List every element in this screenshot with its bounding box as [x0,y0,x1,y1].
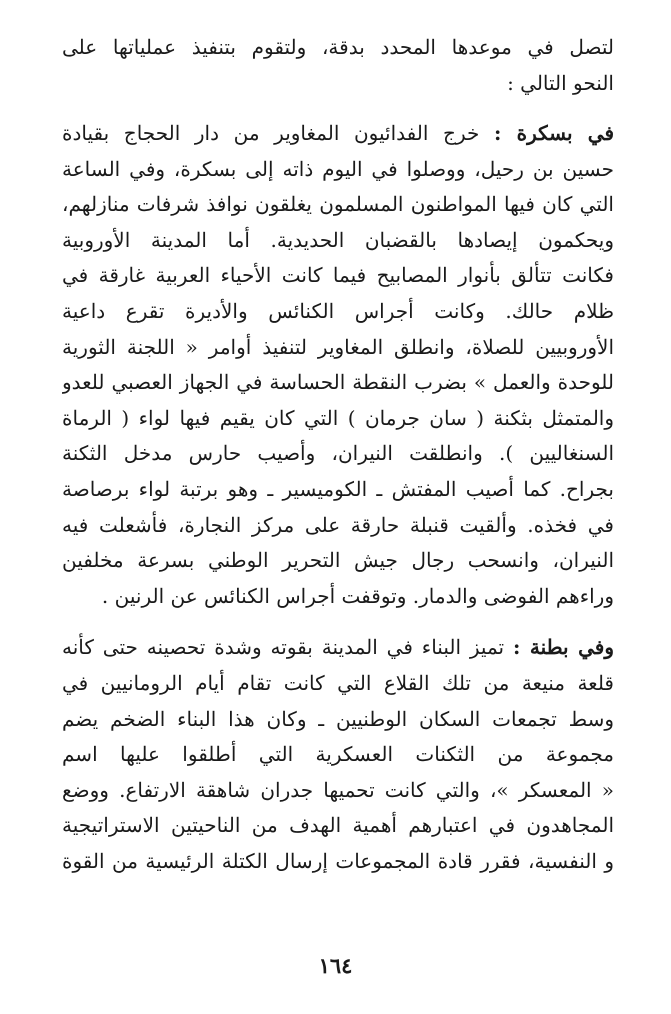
text-line: قلعة منيعة من تلك القلاع التي كانت تقام أيام الرومانيين في [62,670,614,695]
text-line: السنغاليين ). وانطلقت النيران، وأصيب حارس مدخل الثكنة [62,441,614,466]
document-page [62,30,614,990]
text-line: « المعسكر »، والتي كانت تحميها جدران شاهقة الارتفاع. ووضع [62,777,614,802]
page-number: ١٦٤ [318,953,353,978]
text-line [62,630,614,666]
paragraph-batna [62,630,614,879]
text-line [62,116,614,152]
text-line: في فخذه. وألقيت قنبلة حارقة على مركز النجارة، فأشعلت فيه [62,512,614,537]
text-line: المجاهدون في اعتبارهم أهمية الهدف من الناحيتين الاستراتيجية [62,813,614,838]
text-line: الأوروبيين للصلاة، وانطلق المغاوير لتنفيذ أوامر « اللجنة الثورية [62,334,614,359]
text-line: فكانت تتألق بأنوار المصابيح فيما كانت الأحياء العربية غارقة في [62,263,614,288]
paragraph-lead: وفي بطنة : [513,635,614,660]
text-line: مجموعة من الثكنات العسكرية التي أطلقوا عليها اسم [62,742,614,767]
text-line: التي كان فيها المواطنون المسلمون يغلقون نوافذ شرفات منازلهم، [62,192,614,217]
text-line: النيران، وانسحب رجال جيش التحرير الوطني بسرعة مخلفين [62,548,614,573]
text-line: للوحدة والعمل » بضرب النقطة الحساسة في الجهاز العصبي للعدو [62,370,614,395]
text-line: لتصل في موعدها المحدد بدقة، ولتقوم بتنفيذ عملياتها على [62,35,614,59]
text-line: و النفسية، فقرر قادة المجموعات إرسال الكتلة الرئيسية من القوة [62,848,614,873]
text-fragment: خرج الفدائيون المغاوير من دار الحجاج بقيادة [62,121,480,145]
text-line: بجراح. كما أصيب المفتش ـ الكوميسير ـ وهو برتبة لواء برصاصة [62,476,614,501]
paragraph-lead: في بسكرة : [494,121,614,145]
paragraph-intro [62,30,614,102]
text-line: حسين بن رحيل، ووصلوا في اليوم ذاته إلى بسكرة، وفي الساعة [62,156,614,181]
text-line: وراءهم الفوضى والدمار. وتوقفت أجراس الكنائس عن الرنين . [101,583,614,608]
text-line: وسط تجمعات السكان الوطنيين ـ وكان هذا البناء الضخم يضم [62,706,614,731]
text-line: النحو التالي : [507,70,614,95]
paragraph-biskra [62,116,614,614]
text-line: والمتمثل بثكنة ( سان جرمان ) التي كان يقيم فيها لواء ( الرماة [62,405,614,430]
text-line: ويحكمون إيصادها بالقضبان الحديدية. أما المدينة الأوروبية [62,227,614,252]
text-line: ظلام حالك. وكانت أجراس الكنائس والأديرة تقرع داعية [62,298,614,323]
text-fragment: تميز البناء في المدينة بقوته وشدة تحصينه حتى كأنه [62,635,505,660]
